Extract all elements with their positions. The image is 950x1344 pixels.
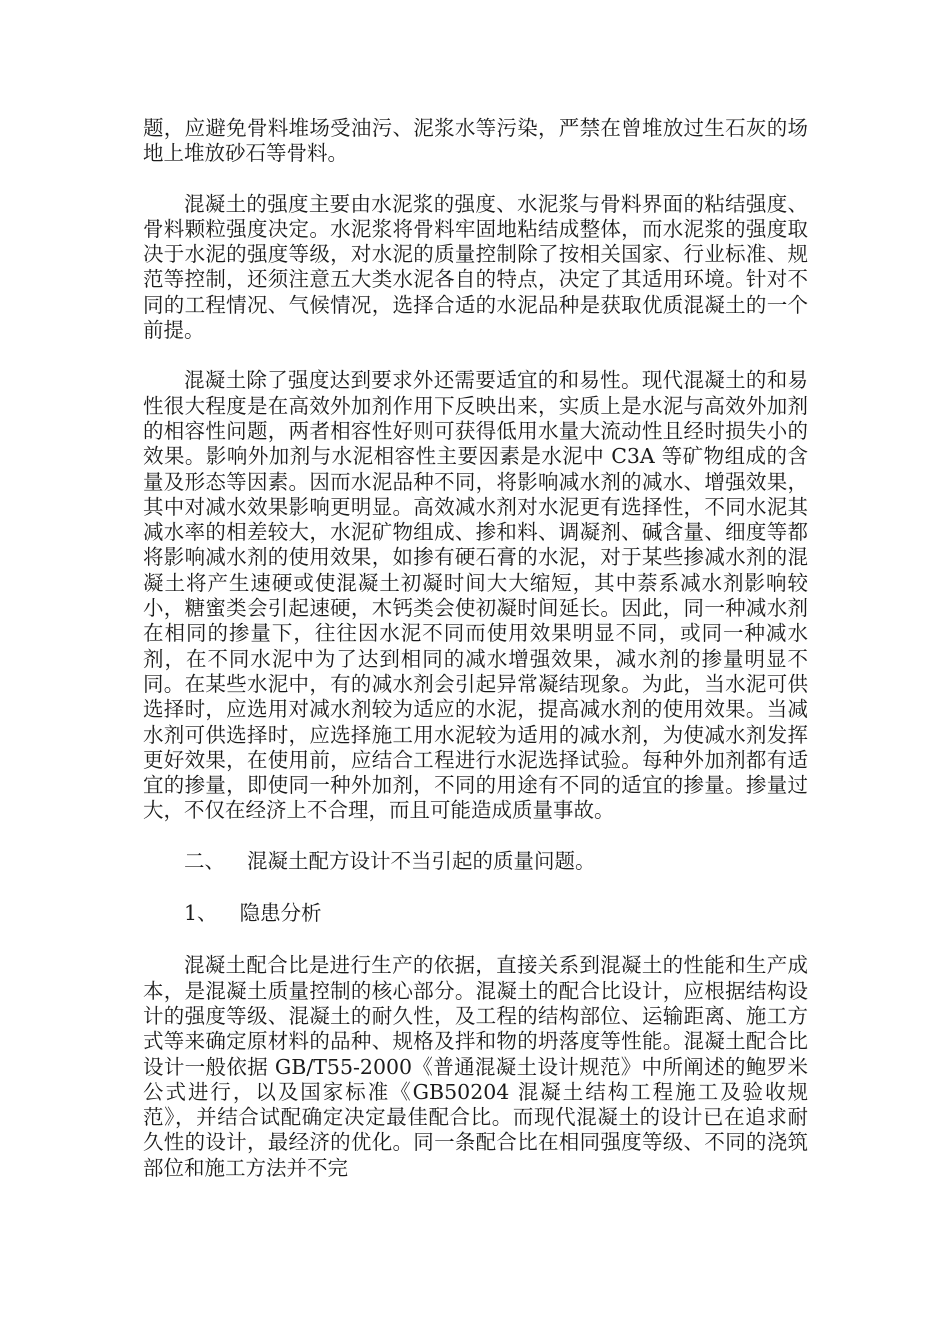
subsection-heading: [143, 901, 808, 926]
paragraph-continuation: 题，应避免骨料堆场受油污、泥浆水等污染，严禁在曾堆放过生石灰的场地上堆放砂石等骨料。: [143, 116, 808, 166]
paragraph-mix-design: 混凝土配合比是进行生产的依据，直接关系到混凝土的性能和生产成本，是混凝土质量控制的核心部分。混凝土的配合比设计，应根据结构设计的强度等级、混凝土的耐久性，及工程的结构部位、运输距离、施工方式等来确定原材料的品种、规格及拌和物的坍落度等性能。混凝土配合比设计一般依据 GB/T55-2000《普通混凝土设计规范》中所阐述的鲍罗米公式进行，以及国家标准《GB50204 混凝土结构工程施工及验收规范》，并结合试配确定决定最佳配合比。而现代混凝土的设计已在追求耐久性的设计，最经济的优化。同一条配合比在相同强度等级、不同的浇筑部位和施工方法并不完: [143, 953, 808, 1180]
paragraph-cement-strength: 混凝土的强度主要由水泥浆的强度、水泥浆与骨料界面的粘结强度、骨料颗粒强度决定。水泥浆将骨料牢固地粘结成整体，而水泥浆的强度取决于水泥的强度等级，对水泥的质量控制除了按相关国家、行业标准、规范等控制，还须注意五大类水泥各自的特点，决定了其适用环境。针对不同的工程情况、气候情况，选择合适的水泥品种是获取优质混凝土的一个前提。: [143, 191, 808, 343]
document-page: [143, 116, 808, 1206]
subsection-heading-title: 隐患分析: [239, 901, 322, 926]
section-heading: [143, 849, 808, 874]
section-heading-number: 二、: [184, 848, 225, 873]
paragraph-workability: 混凝土除了强度达到要求外还需要适宜的和易性。现代混凝土的和易性很大程度是在高效外加剂作用下反映出来，实质上是水泥与高效外加剂的相容性问题，两者相容性好则可获得低用水量大流动性且经时损失小的效果。影响外加剂与水泥相容性主要因素是水泥中 C3A 等矿物组成的含量及形态等因素。因而水泥品种不同，将影响减水剂的减水、增强效果，其中对减水效果影响更明显。高效减水剂对水泥更有选择性，不同水泥其减水率的相差较大，水泥矿物组成、掺和料、调凝剂、碱含量、细度等都将影响减水剂的使用效果，如掺有硬石膏的水泥，对于某些掺减水剂的混凝土将产生速硬或使混凝土初凝时间大大缩短，其中萘系减水剂影响较小，糖蜜类会引起速硬，木钙类会使初凝时间延长。因此，同一种减水剂在相同的掺量下，往往因水泥不同而使用效果明显不同，或同一种减水剂，在不同水泥中为了达到相同的减水增强效果，减水剂的掺量明显不同。在某些水泥中，有的减水剂会引起异常凝结现象。为此，当水泥可供选择时，应选用对减水剂较为适应的水泥，提高减水剂的使用效果。当减水剂可供选择时，应选择施工用水泥较为适用的减水剂，为使减水剂发挥更好效果，在使用前，应结合工程进行水泥选择试验。每种外加剂都有适宜的掺量，即使同一种外加剂，不同的用途有不同的适宜的掺量。掺量过大，不仅在经济上不合理，而且可能造成质量事故。: [143, 368, 808, 823]
section-heading-title: 混凝土配方设计不当引起的质量问题。: [247, 848, 596, 873]
subsection-heading-number: 1、: [184, 901, 218, 926]
